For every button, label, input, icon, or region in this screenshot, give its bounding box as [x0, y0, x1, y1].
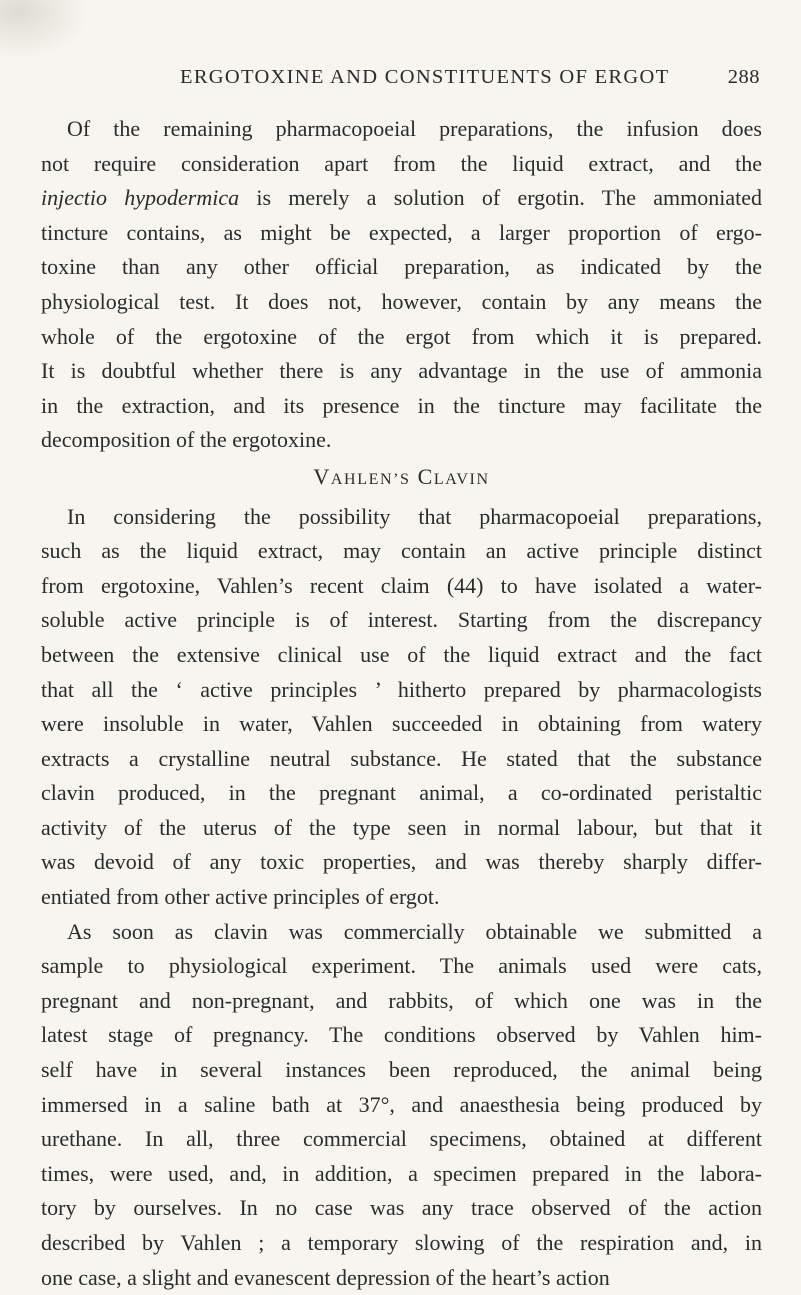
text-line: entiated from other active principles of ergot.	[41, 884, 440, 910]
text-line: was devoid of any toxic properties, and was thereby sharply differ-	[41, 849, 762, 875]
heading-cap: C	[410, 463, 434, 489]
text-line: tory by ourselves. In no case was any trace observed of the action	[41, 1195, 762, 1221]
text-line: activity of the uterus of the type seen in normal labour, but that it	[41, 814, 762, 840]
text-line: tincture contains, as might be expected, a larger proportion of ergo-	[41, 219, 762, 245]
paragraph-preparations	[41, 112, 762, 458]
text-line: such as the liquid extract, may contain an active principle distinct	[41, 538, 762, 564]
running-head: ERGOTOXINE AND CONSTITUENTS OF ERGOT	[180, 66, 670, 88]
italic-term: injectio hypodermica	[41, 185, 240, 211]
text-line: Of the remaining pharmacopoeial preparations, the infusion does	[67, 116, 762, 141]
page-number: 288	[727, 66, 760, 88]
text-line: that all the ‘ active principles ’ hitherto prepared by pharmacologists	[41, 676, 762, 702]
heading-small-caps: LAVIN	[433, 470, 490, 488]
text-line: self have in several instances been reproduced, the animal being	[41, 1057, 762, 1083]
page-header	[0, 66, 801, 92]
paragraph-experiment	[41, 915, 762, 1295]
section-heading	[41, 460, 762, 498]
text-line	[41, 181, 762, 216]
text-line: It is doubtful whether there is any advantage in the use of ammonia	[41, 358, 762, 384]
body-text	[41, 112, 762, 1295]
heading-small-caps: AHLEN’S	[330, 470, 411, 488]
text-line: were insoluble in water, Vahlen succeeded in obtaining from watery	[41, 711, 762, 737]
text-line: soluble active principle is of interest. Starting from the discrepancy	[41, 607, 762, 633]
text-line: decomposition of the ergotoxine.	[41, 427, 332, 453]
text-line: between the extensive clinical use of the liquid extract and the fact	[41, 641, 762, 667]
text-line: pregnant and non-pregnant, and rabbits, of which one was in the	[41, 987, 762, 1013]
text-line: toxine than any other official preparation, as indicated by the	[41, 254, 762, 280]
heading-cap: V	[313, 463, 331, 489]
text-line: described by Vahlen ; a temporary slowing of the respiration and, in	[41, 1230, 762, 1255]
text-line: clavin produced, in the pregnant animal, a co-ordinated peristaltic	[41, 780, 762, 806]
text-line: not require consideration apart from the liquid extract, and the	[41, 150, 762, 176]
text-line: extracts a crystalline neutral substance. He stated that the substance	[41, 745, 762, 771]
text-line: As soon as clavin was commercially obtainable we submitted a	[67, 918, 762, 944]
text-line: in the extraction, and its presence in the tincture may facilitate the	[41, 392, 762, 418]
text-line: immersed in a saline bath at 37°, and anaesthesia being produced by	[41, 1091, 762, 1117]
text-line: times, were used, and, in addition, a specimen prepared in the labora-	[41, 1160, 762, 1186]
text-line: In considering the possibility that pharmacopoeial preparations,	[67, 503, 762, 529]
page-smudge	[0, 0, 90, 60]
text-span: is merely a solution of ergotin. The ammoniated	[239, 185, 762, 211]
text-line: one case, a slight and evanescent depression of the heart’s action	[41, 1264, 610, 1290]
text-line: from ergotoxine, Vahlen’s recent claim (44) to have isolated a water-	[41, 572, 762, 598]
text-line: latest stage of pregnancy. The conditions observed by Vahlen him-	[41, 1022, 762, 1048]
text-line: whole of the ergotoxine of the ergot from which it is prepared.	[41, 323, 762, 349]
text-line: sample to physiological experiment. The animals used were cats,	[41, 953, 762, 979]
text-line: urethane. In all, three commercial specimens, obtained at different	[41, 1126, 762, 1152]
paragraph-vahlen-claim	[41, 500, 762, 915]
text-line: physiological test. It does not, however, contain by any means the	[41, 288, 762, 314]
